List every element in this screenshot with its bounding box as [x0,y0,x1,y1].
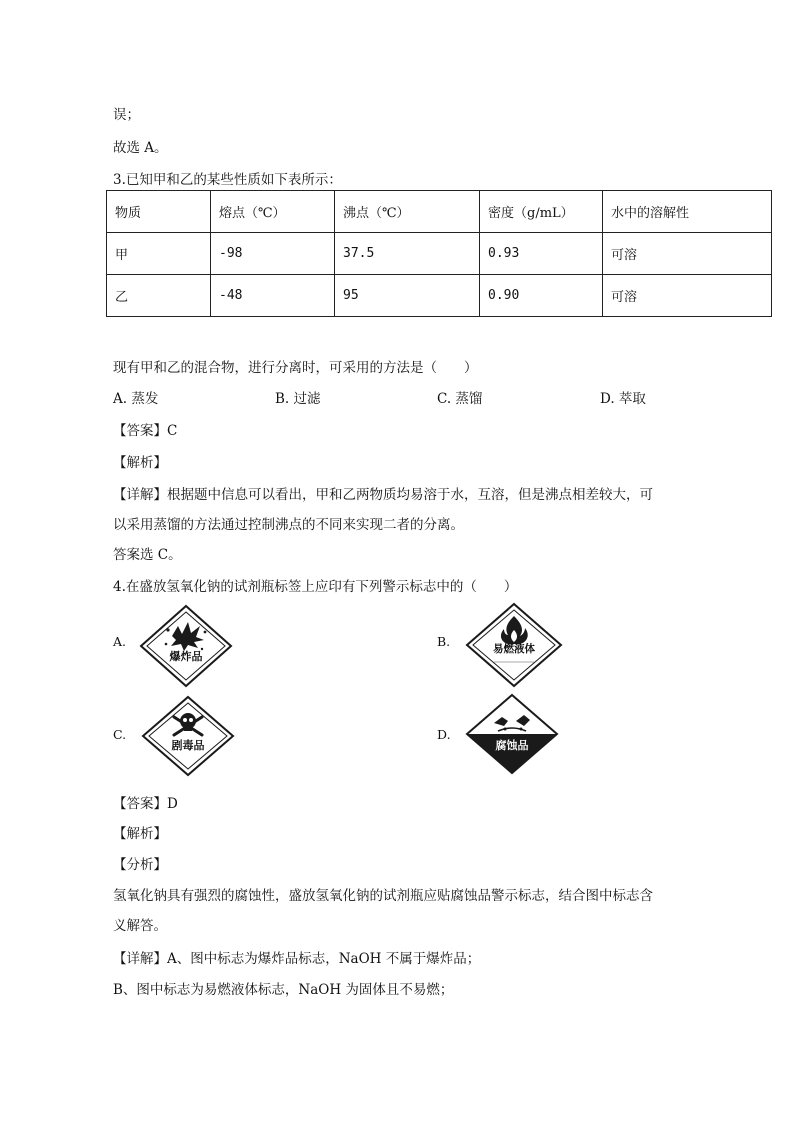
table-cell: -98 [211,233,335,275]
question-3-detail-line-1: 【详解】根据题中信息可以看出，甲和乙两物质均易溶于水，互溶，但是沸点相差较大，可 [113,487,653,503]
intro-line-1: 误； [113,107,140,123]
question-3-answer: 【答案】C [113,423,178,439]
intro-line-2: 故选 A。 [113,140,168,156]
question-3-prompt: 现有甲和乙的混合物，进行分离时，可采用的方法是（ ） [113,360,478,376]
corrosive-sign-text: 腐蚀品 [495,739,529,752]
table-header-cell: 物质 [107,191,211,233]
properties-table [106,190,772,317]
option-c: C. 蒸馏 [437,391,483,407]
explosive-sign-text: 爆炸品 [169,650,203,663]
table-cell: 95 [335,275,480,317]
question-4-fenxi-line-1: 氢氧化钠具有强烈的腐蚀性，盛放氢氧化钠的试剂瓶应贴腐蚀品警示标志，结合图中标志含 [113,888,653,904]
toxic-sign-text: 剧毒品 [171,739,205,752]
table-cell: 甲 [107,233,211,275]
table-row [107,233,772,275]
question-4-analysis-heading: 【解析】 [113,826,167,842]
option-a: A. 蒸发 [113,391,159,407]
question-4-fenxi-heading: 【分析】 [113,857,167,873]
table-header-cell: 沸点（℃） [335,191,480,233]
question-4-answer: 【答案】D [113,796,178,812]
table-cell: 可溶 [603,233,772,275]
question-4-stem: 4.在盛放氢氧化钠的试剂瓶标签上应印有下列警示标志中的（ ） [113,579,518,595]
table-header-cell: 熔点（℃） [211,191,335,233]
table-header-cell: 密度（g/mL） [480,191,603,233]
question-3-analysis-heading: 【解析】 [113,455,167,471]
question-3-conclusion: 答案选 C。 [113,547,182,563]
sign-option-d-label: D. [437,727,451,742]
table-cell: 可溶 [603,275,772,317]
flammable-liquid-sign-text: 易燃液体 [493,643,535,655]
question-4-detail-a: 【详解】A、图中标志为爆炸品标志，NaOH 不属于爆炸品； [113,951,481,967]
table-cell: 0.90 [480,275,603,317]
sign-option-c-label: C. [113,727,127,742]
option-b: B. 过滤 [275,391,321,407]
sign-option-a-label: A. [113,634,127,649]
question-4-fenxi-line-2: 义解答。 [113,918,167,934]
table-cell: 0.93 [480,233,603,275]
table-cell: 乙 [107,275,211,317]
explosive-sign [138,604,234,688]
flammable-liquid-sign [464,602,564,688]
question-3-detail-line-2: 以采用蒸馏的方法通过控制沸点的不同来实现二者的分离。 [113,517,464,533]
table-header-cell: 水中的溶解性 [603,191,772,233]
table-header-row [107,191,772,233]
question-3-stem: 3.已知甲和乙的某些性质如下表所示： [113,172,342,188]
table-cell: 37.5 [335,233,480,275]
toxic-sign [140,695,236,777]
option-d: D. 萃取 [600,391,646,407]
question-4-detail-b: B、图中标志为易燃液体标志，NaOH 为固体且不易燃； [113,982,454,998]
sign-option-b-label: B. [437,634,451,649]
table-cell: -48 [211,275,335,317]
corrosive-sign [464,693,560,775]
table-row [107,275,772,317]
